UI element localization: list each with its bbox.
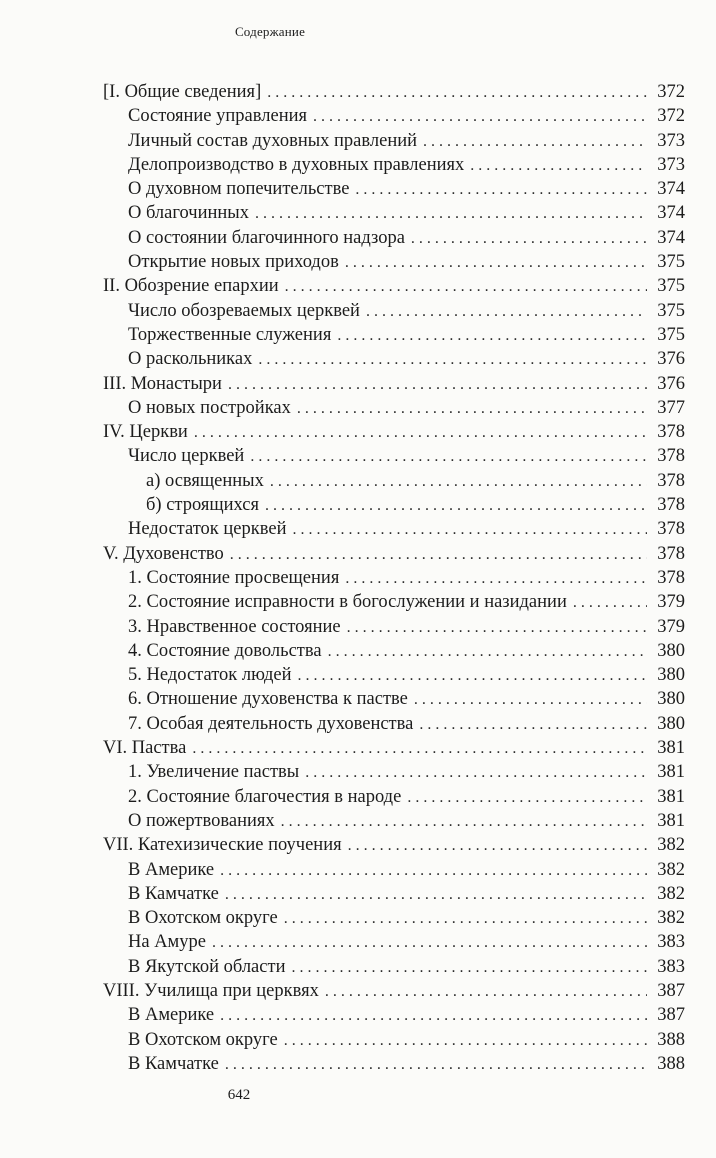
dot-leader	[328, 640, 647, 664]
toc-entry-title: В Америке	[128, 1005, 215, 1026]
toc-entry	[103, 80, 685, 104]
dot-leader	[265, 494, 647, 518]
toc-entry-page: 379	[657, 616, 685, 637]
toc-entry	[103, 809, 685, 833]
toc-entry	[103, 104, 685, 128]
toc-entry-title: 3. Нравственное состояние	[128, 616, 341, 637]
dot-leader	[192, 737, 647, 761]
toc-entry-title: а) освященных	[146, 470, 264, 491]
toc-entry-page: 378	[657, 567, 685, 588]
toc-entry	[103, 274, 685, 298]
page-number: 642	[227, 1087, 251, 1103]
toc-entry-page: 387	[657, 980, 685, 1001]
toc-entry-page: 376	[657, 373, 685, 394]
dot-leader	[366, 300, 647, 324]
dot-leader	[348, 834, 647, 858]
toc-entry	[103, 955, 685, 979]
toc-entry-page: 380	[657, 713, 685, 734]
dot-leader	[423, 130, 647, 154]
dot-leader	[220, 1004, 647, 1028]
toc-entry	[103, 590, 685, 614]
toc-entry-title: Состояние управления	[128, 106, 308, 127]
dot-leader	[255, 202, 647, 226]
toc-entry	[103, 712, 685, 736]
toc-entry-page: 375	[657, 324, 685, 345]
toc-entry-page: 380	[657, 665, 685, 686]
toc-entry-page: 372	[657, 106, 685, 127]
toc-entry	[103, 347, 685, 371]
toc-entry-title: 7. Особая деятельность духовенства	[128, 713, 414, 734]
dot-leader	[419, 713, 647, 737]
toc-entry-page: 378	[657, 422, 685, 443]
toc-entry-page: 379	[657, 592, 685, 613]
toc-entry-title: Число обозреваемых церквей	[128, 300, 360, 321]
toc-entry-page: 373	[657, 154, 685, 175]
toc-entry-title: В Охотском округе	[128, 908, 278, 929]
toc-entry-title: О состоянии благочинного надзора	[128, 227, 405, 248]
toc-entry-page: 383	[657, 932, 685, 953]
toc-entry-page: 388	[657, 1029, 685, 1050]
toc-entry	[103, 930, 685, 954]
toc-entry-title: III. Монастыри	[103, 373, 222, 394]
toc-entry-title: 1. Увеличение паствы	[128, 762, 300, 783]
toc-entry	[103, 420, 685, 444]
toc-entry	[103, 663, 685, 687]
dot-leader	[355, 178, 647, 202]
toc-entry-page: 382	[657, 859, 685, 880]
dot-leader	[337, 324, 647, 348]
dot-leader	[414, 688, 647, 712]
toc-entry-title: VI. Паства	[103, 738, 187, 759]
toc-entry-page: 378	[657, 470, 685, 491]
toc-entry-page: 378	[657, 519, 685, 540]
toc-entry-page: 383	[657, 956, 685, 977]
toc-entry	[103, 372, 685, 396]
toc-entry-title: II. Обозрение епархии	[103, 276, 279, 297]
toc-entry-page: 374	[657, 203, 685, 224]
toc-entry-title: V. Духовенство	[103, 543, 224, 564]
toc-entry-page: 375	[657, 252, 685, 273]
toc-entry-title: VIII. Училища при церквях	[103, 980, 319, 1001]
dot-leader	[284, 907, 647, 931]
toc-entry	[103, 833, 685, 857]
toc-entry-title: 6. Отношение духовенства к пастве	[128, 689, 408, 710]
dot-leader	[298, 664, 647, 688]
toc-entry	[103, 493, 685, 517]
toc-entry-page: 382	[657, 908, 685, 929]
toc-entry	[103, 444, 685, 468]
dot-leader	[284, 1029, 647, 1053]
toc-entry-title: Личный состав духовных правлений	[128, 130, 418, 151]
toc-entry	[103, 1003, 685, 1027]
toc-entry	[103, 323, 685, 347]
toc-entry-title: 1. Состояние просвещения	[128, 567, 340, 588]
toc-entry	[103, 760, 685, 784]
toc-entry	[103, 542, 685, 566]
toc-entry	[103, 469, 685, 493]
dot-leader	[225, 883, 647, 907]
table-of-contents	[103, 80, 685, 1076]
toc-entry-title: 4. Состояние довольства	[128, 640, 322, 661]
toc-entry-title: Число церквей	[128, 446, 245, 467]
toc-entry-title: О пожертвованиях	[128, 810, 275, 831]
toc-entry	[103, 129, 685, 153]
dot-leader	[407, 786, 647, 810]
toc-entry	[103, 687, 685, 711]
toc-entry-page: 380	[657, 640, 685, 661]
toc-entry-title: 2. Состояние благочестия в народе	[128, 786, 402, 807]
dot-leader	[347, 616, 647, 640]
toc-entry-page: 378	[657, 495, 685, 516]
dot-leader	[270, 470, 647, 494]
toc-entry-page: 382	[657, 883, 685, 904]
toc-entry-page: 381	[657, 786, 685, 807]
dot-leader	[228, 373, 647, 397]
dot-leader	[250, 445, 647, 469]
toc-entry	[103, 250, 685, 274]
toc-entry-title: б) строящихся	[146, 495, 259, 516]
toc-entry	[103, 177, 685, 201]
toc-entry-page: 374	[657, 227, 685, 248]
dot-leader	[573, 591, 647, 615]
toc-entry	[103, 979, 685, 1003]
toc-entry-page: 381	[657, 810, 685, 831]
toc-entry-title: Открытие новых приходов	[128, 252, 339, 273]
dot-leader	[194, 421, 647, 445]
toc-entry-page: 376	[657, 349, 685, 370]
toc-entry	[103, 201, 685, 225]
toc-entry-page: 380	[657, 689, 685, 710]
toc-entry	[103, 517, 685, 541]
toc-entry	[103, 615, 685, 639]
toc-entry-page: 388	[657, 1053, 685, 1074]
toc-entry-title: 5. Недостаток людей	[128, 665, 292, 686]
dot-leader	[230, 543, 647, 567]
toc-entry-title: В Америке	[128, 859, 215, 880]
toc-entry-title: IV. Церкви	[103, 422, 188, 443]
toc-entry	[103, 566, 685, 590]
toc-entry-title: О духовном попечительстве	[128, 179, 350, 200]
dot-leader	[258, 348, 647, 372]
toc-entry-page: 375	[657, 300, 685, 321]
toc-entry-title: 2. Состояние исправности в богослужении и назидании	[128, 592, 567, 613]
toc-entry	[103, 1028, 685, 1052]
toc-entry-page: 378	[657, 446, 685, 467]
dot-leader	[225, 1053, 647, 1077]
toc-entry-title: В Камчатке	[128, 883, 219, 904]
dot-leader	[297, 397, 647, 421]
toc-entry-title: В Охотском округе	[128, 1029, 278, 1050]
dot-leader	[345, 567, 647, 591]
dot-leader	[291, 956, 647, 980]
toc-entry-page: 381	[657, 738, 685, 759]
toc-entry-page: 387	[657, 1005, 685, 1026]
toc-entry	[103, 882, 685, 906]
toc-entry	[103, 858, 685, 882]
dot-leader	[281, 810, 647, 834]
dot-leader	[411, 227, 647, 251]
toc-entry-page: 377	[657, 397, 685, 418]
dot-leader	[325, 980, 647, 1004]
toc-entry-title: В Якутской области	[128, 956, 286, 977]
running-header: Содержание	[234, 24, 306, 39]
dot-leader	[220, 859, 647, 883]
toc-entry-page: 378	[657, 543, 685, 564]
dot-leader	[470, 154, 647, 178]
toc-entry	[103, 1052, 685, 1076]
toc-entry-page: 381	[657, 762, 685, 783]
toc-entry-title: Торжественные служения	[128, 324, 332, 345]
toc-entry	[103, 736, 685, 760]
dot-leader	[267, 81, 647, 105]
toc-entry	[103, 153, 685, 177]
toc-entry-page: 375	[657, 276, 685, 297]
toc-entry-title: VII. Катехизические поучения	[103, 835, 342, 856]
dot-leader	[212, 931, 647, 955]
toc-entry-title: Делопроизводство в духовных правлениях	[128, 154, 465, 175]
toc-entry	[103, 906, 685, 930]
dot-leader	[345, 251, 647, 275]
toc-entry-title: О новых постройках	[128, 397, 291, 418]
toc-entry	[103, 639, 685, 663]
toc-entry	[103, 396, 685, 420]
toc-entry-title: На Амуре	[128, 932, 206, 953]
toc-entry	[103, 785, 685, 809]
toc-entry-title: Недостаток церквей	[128, 519, 287, 540]
toc-entry	[103, 299, 685, 323]
toc-entry-title: О раскольниках	[128, 349, 253, 370]
toc-entry-title: В Камчатке	[128, 1053, 219, 1074]
dot-leader	[285, 275, 647, 299]
toc-entry-title: О благочинных	[128, 203, 249, 224]
toc-entry-title: [I. Общие сведения]	[103, 82, 262, 102]
toc-entry-page: 372	[657, 82, 685, 102]
dot-leader	[293, 518, 648, 542]
toc-entry-page: 382	[657, 835, 685, 856]
toc-entry-page: 373	[657, 130, 685, 151]
toc-entry-page: 374	[657, 179, 685, 200]
dot-leader	[313, 105, 647, 129]
dot-leader	[305, 761, 647, 785]
toc-entry	[103, 226, 685, 250]
